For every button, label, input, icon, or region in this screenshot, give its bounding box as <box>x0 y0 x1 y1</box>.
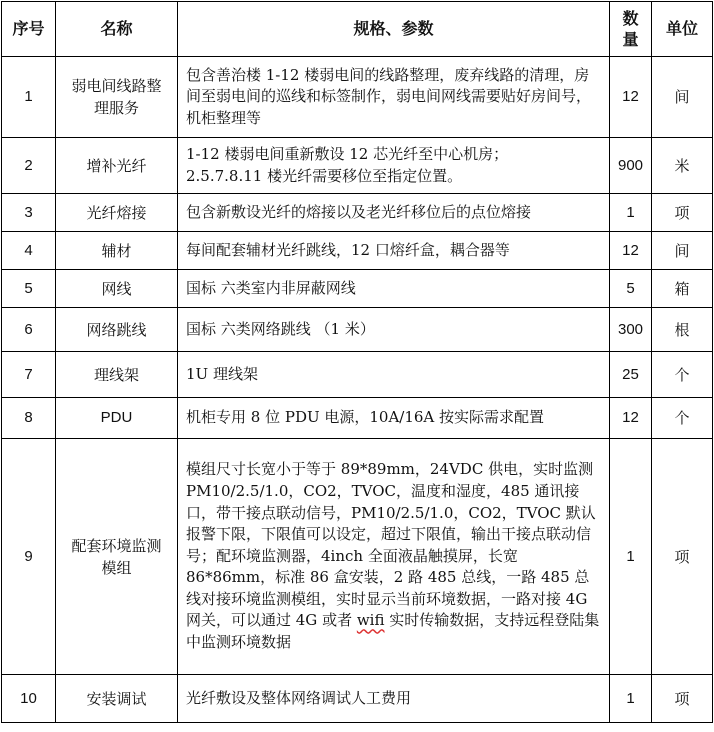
table-row <box>2 270 713 308</box>
cell-seq: 9 <box>2 439 56 675</box>
cell-seq: 2 <box>2 138 56 194</box>
table-row <box>2 352 713 398</box>
table-row <box>2 194 713 232</box>
cell-unit: 项 <box>652 439 713 675</box>
cell-qty: 25 <box>610 352 652 398</box>
cell-name: 增补光纤 <box>56 138 178 194</box>
cell-spec: 1-12 楼弱电间重新敷设 12 芯光纤至中心机房； 2.5.7.8.11 楼光纤需要移位至指定位置。 <box>178 138 610 194</box>
cell-spec: 每间配套辅材光纤跳线，12 口熔纤盒，耦合器等 <box>178 232 610 270</box>
table-row <box>2 138 713 194</box>
cell-name: 安装调试 <box>56 675 178 723</box>
cell-qty: 300 <box>610 308 652 352</box>
table-row <box>2 398 713 439</box>
cell-seq: 10 <box>2 675 56 723</box>
cell-spec: 国标 六类室内非屏蔽网线 <box>178 270 610 308</box>
cell-unit: 根 <box>652 308 713 352</box>
cell-seq: 6 <box>2 308 56 352</box>
cell-name: 辅材 <box>56 232 178 270</box>
header-qty-line2: 量 <box>622 30 639 49</box>
header-row <box>2 2 713 57</box>
spec-text-before: 模组尺寸长宽小于等于 89*89mm，24VDC 供电，实时监测 PM10/2.5/1.0，CO2，TVOC，温度和湿度，485 通讯接口，带干接点联动信号，PM10/2.5/1.0，CO2，TVOC 默认报警下限，下限值可以设定，超过下限值，输出干接点联动信号；配环境监测器，4inch 全面液晶触摸屏，长宽 86*86mm，标准 86 盒安装，2 路 485 总线，一路 485 总线对接环境监测模组，实时显示当前环境数据，一路对接 4G 网关，可以通过 4G 或者 <box>186 460 596 630</box>
cell-qty: 1 <box>610 675 652 723</box>
header-name: 名称 <box>56 2 178 57</box>
cell-unit: 米 <box>652 138 713 194</box>
cell-spec: 包含善治楼 1-12 楼弱电间的线路整理，废弃线路的清理，房间至弱电间的巡线和标签制作，弱电间网线需要贴好房间号，机柜整理等 <box>178 57 610 138</box>
cell-spec: 1U 理线架 <box>178 352 610 398</box>
table-row <box>2 57 713 138</box>
cell-spec: 机柜专用 8 位 PDU 电源，10A/16A 按实际需求配置 <box>178 398 610 439</box>
spec-text-after: 实时传输数据，支持远程登陆集中监测环境数据 <box>186 611 600 652</box>
cell-qty: 900 <box>610 138 652 194</box>
cell-seq: 8 <box>2 398 56 439</box>
spec-table <box>1 1 713 723</box>
cell-name: 弱电间线路整理服务 <box>56 57 178 138</box>
cell-seq: 5 <box>2 270 56 308</box>
cell-unit: 箱 <box>652 270 713 308</box>
cell-name: PDU <box>56 398 178 439</box>
header-spec: 规格、参数 <box>178 2 610 57</box>
cell-qty: 1 <box>610 194 652 232</box>
table-row <box>2 675 713 723</box>
header-unit: 单位 <box>652 2 713 57</box>
cell-seq: 3 <box>2 194 56 232</box>
cell-name: 光纤熔接 <box>56 194 178 232</box>
cell-seq: 4 <box>2 232 56 270</box>
cell-name: 网络跳线 <box>56 308 178 352</box>
cell-name: 配套环境监测模组 <box>56 439 178 675</box>
header-seq: 序号 <box>2 2 56 57</box>
cell-qty: 12 <box>610 232 652 270</box>
cell-spec: 包含新敷设光纤的熔接以及老光纤移位后的点位熔接 <box>178 194 610 232</box>
cell-unit: 项 <box>652 675 713 723</box>
cell-unit: 个 <box>652 352 713 398</box>
table-row <box>2 439 713 675</box>
header-qty-line1: 数 <box>622 9 639 28</box>
cell-seq: 1 <box>2 57 56 138</box>
cell-unit: 间 <box>652 232 713 270</box>
cell-qty: 12 <box>610 398 652 439</box>
cell-qty: 5 <box>610 270 652 308</box>
cell-name: 网线 <box>56 270 178 308</box>
cell-unit: 个 <box>652 398 713 439</box>
cell-spec: 国标 六类网络跳线 （1 米） <box>178 308 610 352</box>
header-qty <box>610 2 652 57</box>
table-row <box>2 308 713 352</box>
spec-text-wifi: wifi <box>356 611 385 630</box>
cell-unit: 间 <box>652 57 713 138</box>
cell-spec: 光纤敷设及整体网络调试人工费用 <box>178 675 610 723</box>
cell-name: 理线架 <box>56 352 178 398</box>
cell-spec <box>178 439 610 675</box>
cell-unit: 项 <box>652 194 713 232</box>
cell-qty: 12 <box>610 57 652 138</box>
cell-qty: 1 <box>610 439 652 675</box>
cell-seq: 7 <box>2 352 56 398</box>
table-row <box>2 232 713 270</box>
